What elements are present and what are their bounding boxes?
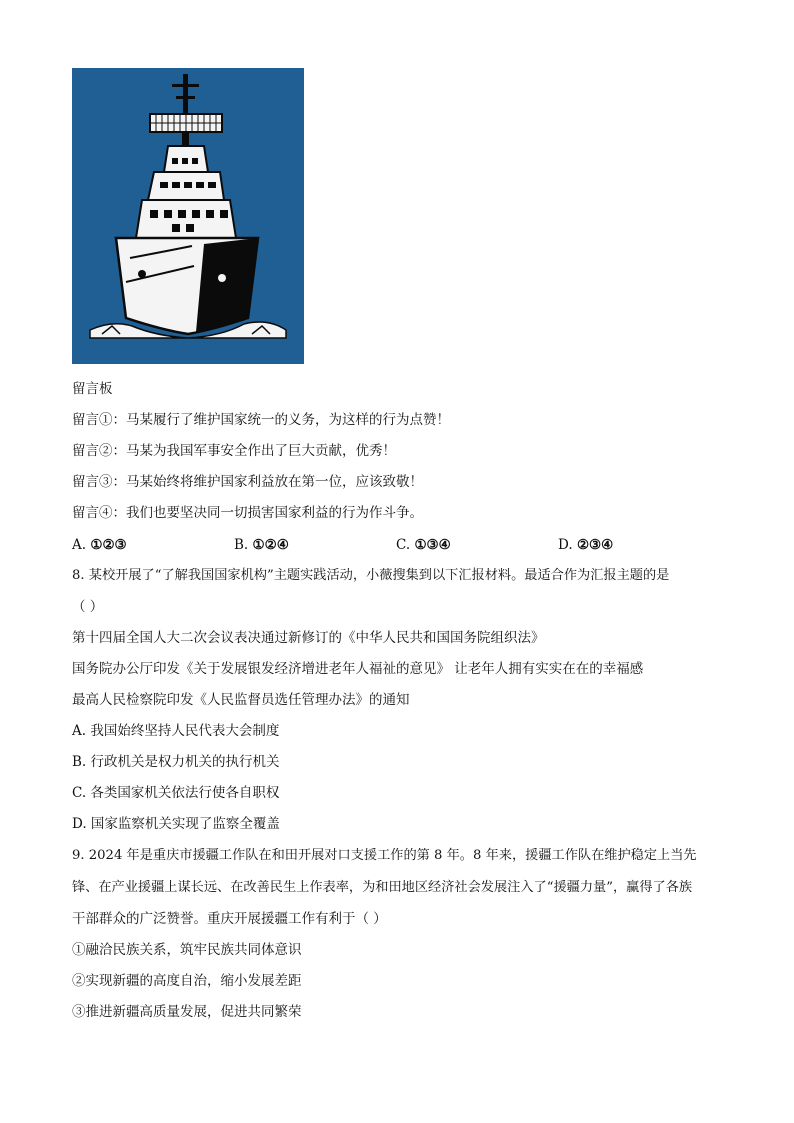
q7-option-b [234,536,289,554]
message-3 [72,473,423,491]
q9-stem-line1: 9. 2024 年是重庆市援疆工作队在和田开展对口支援工作的第 8 年。8 年来，援疆工作队在维护稳定上当先 [72,848,697,863]
q8-material-2: 国务院办公厅印发《关于发展银发经济增进老年人福祉的意见》 让老年人拥有实实在在的幸福感 [72,661,644,677]
message-text: 马某履行了维护国家统一的义务，为这样的行为点赞！ [126,412,450,428]
q9-item-1: ①融洽民族关系，筑牢民族共同体意识 [72,942,302,958]
message-text: 我们也要坚决同一切损害国家利益的行为作斗争。 [126,505,423,521]
q9-stem-line2: 锋、在产业援疆上谋长远、在改善民生上作表率，为和田地区经济社会发展注入了“援疆力量”，赢得了各族 [72,880,693,895]
message-1 [72,411,450,429]
option-value: ①③④ [414,537,451,553]
message-text: 马某始终将维护国家利益放在第一位，应该致敬！ [126,474,423,490]
option-letter: A. [72,537,87,553]
message-label: 留言②： [72,443,126,459]
option-value: ②③④ [576,537,614,553]
option-letter: B. [234,537,249,553]
board-title: 留言板 [72,381,113,397]
option-letter: C. [396,537,411,553]
q8-option-d: D. 国家监察机关实现了监察全覆盖 [72,816,280,832]
q7-option-d [558,536,613,554]
q8-material-1: 第十四届全国人大二次会议表决通过新修订的《中华人民共和国国务院组织法》 [72,630,545,646]
warship-illustration [72,68,304,364]
q7-option-c [396,536,451,554]
q9-item-3: ③推进新疆高质量发展，促进共同繁荣 [72,1004,302,1020]
q9-stem-line3: 干部群众的广泛赞誉。重庆开展援疆工作有利于（ ） [72,911,387,927]
q8-stem-line2: （ ） [72,599,104,615]
message-4 [72,504,423,522]
q8-material-3: 最高人民检察院印发《人民监督员选任管理办法》的通知 [72,692,410,708]
q7-option-a [72,536,127,554]
message-label: 留言④： [72,505,126,521]
message-text: 马某为我国军事安全作出了巨大贡献，优秀！ [126,443,396,459]
option-letter: D. [558,537,573,553]
option-value: ①②③ [90,537,127,553]
option-value: ①②④ [252,537,289,553]
message-label: 留言①： [72,412,126,428]
q8-stem-line1: 8. 某校开展了“了解我国国家机构”主题实践活动，小薇搜集到以下汇报材料。最适合作为汇报主题的是 [72,568,670,583]
q8-option-b: B. 行政机关是权力机关的执行机关 [72,754,280,770]
message-2 [72,442,396,460]
q8-option-c: C. 各类国家机关依法行使各自职权 [72,785,280,801]
message-label: 留言③： [72,474,126,490]
q9-item-2: ②实现新疆的高度自治，缩小发展差距 [72,973,302,989]
q8-option-a: A. 我国始终坚持人民代表大会制度 [72,723,280,739]
